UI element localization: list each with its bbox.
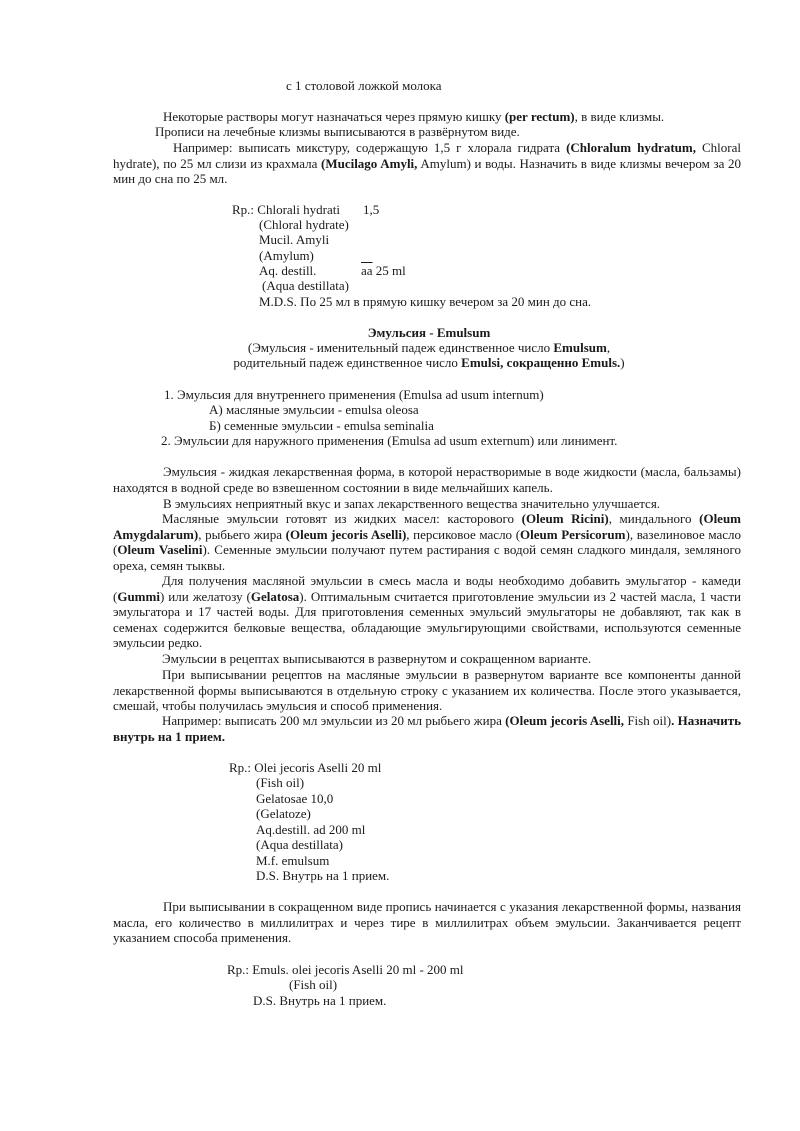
rx-line: Rp.: Olei jecoris Aselli 20 ml [229, 760, 382, 775]
rx-signature: D.S. Внутрь на 1 прием. [256, 868, 390, 883]
paragraph-enema: Прописи на лечебные клизмы выписываются в развёрнутом виде. [155, 124, 520, 139]
rx-signature: M.D.S. По 25 мл в прямую кишку вечером за 20 мин до сна. [259, 294, 592, 309]
text-line: с 1 столовой ложкой молока [286, 78, 442, 93]
paragraph-example-2: Например: выписать 200 мл эмульсии из 20 мл рыбьего жира (Oleum jecoris Aselli, Fish oil). Назначить внутрь на 1 прием. [113, 713, 741, 744]
rx-signature: D.S. Внутрь на 1 прием. [253, 993, 387, 1008]
rx-line: Gelatosae 10,0 [256, 791, 334, 806]
paragraph-emulsifier: Для получения масляной эмульсии в смесь масла и воды необходимо добавить эмульгатор - камеди (Gummi) или желатозу (Gelatosa). Оптимальным считается приготовление эмульсии из 2 частей масла, 1 части эмульгатора и 17 частей воды. Для приготовления семенных эмульсий эмульгаторы не добавляют, так как в семенах содержится белковые вещества, обладающие эмульгирующими свойствами, используются семенные эмульсии редко. [113, 573, 741, 651]
list-item: 1. Эмульсия для внутреннего применения (Emulsa ad usum internum) [164, 387, 544, 402]
paragraph-variants: Эмульсии в рецептах выписываются в развернутом и сокращенном варианте. [162, 651, 592, 666]
rx-line: Aq. destill. [259, 263, 317, 278]
rx-quantity: 1,5 [363, 202, 380, 217]
rx-line: (Aqua destillata) [256, 837, 343, 852]
section-subtitle: родительный падеж единственное число Emulsi, сокращенно Emuls.) [233, 355, 625, 370]
rx-line: (Fish oil) [256, 775, 305, 790]
rx-line: (Fish oil) [289, 977, 338, 992]
paragraph-example-1: Например: выписать микстуру, содержащую 1,5 г хлорала гидрата (Chloralum hydratum, Chloral hydrate), по 25 мл слизи из крахмала (Mucilago Amyli, Amylum) и воды. Назначить в виде клизмы вечером за 20 мин до сна по 25 мл. [113, 140, 741, 187]
paragraph-definition: Эмульсия - жидкая лекарственная форма, в которой нерастворимые в воде жидкости (масла, бальзамы) находятся в водной среде во взвешенном состоянии в виде мельчайших капель. [113, 464, 741, 495]
rx-line: (Amylum) [259, 248, 314, 263]
paragraph-taste: В эмульсиях неприятный вкус и запах лекарственного вещества значительно улучшается. [163, 496, 661, 511]
section-title: Эмульсия - Emulsum [367, 325, 491, 340]
rx-line: (Gelatoze) [256, 806, 311, 821]
rx-line: Mucil. Amyli [259, 232, 330, 247]
rx-line: (Chloral hydrate) [259, 217, 349, 232]
rx-line: Aq.destill. ad 200 ml [256, 822, 366, 837]
rx-line: M.f. emulsum [256, 853, 330, 868]
paragraph-per-rectum: Некоторые растворы могут назначаться через прямую кишку (per rectum), в виде клизмы. [163, 109, 665, 124]
rx-line: (Aqua destillata) [262, 278, 349, 293]
rx-quantity: $\overline{aa}$ 25 ml [361, 263, 406, 278]
paragraph-short-form: При выписывании в сокращенном виде пропись начинается с указания лекарственной формы, названия масла, его количество в миллилитрах и через тире в миллилитрах объем эмульсии. Заканчивается рецепт указанием способа применения. [113, 899, 741, 946]
rx-line: Rp.: Chlorali hydrati [232, 202, 340, 217]
list-item: А) масляные эмульсии - emulsa oleosa [209, 402, 419, 417]
rx-line: Rp.: Emuls. olei jecoris Aselli 20 ml - 200 ml [227, 962, 464, 977]
list-item: Б) семенные эмульсии - emulsa seminalia [209, 418, 434, 433]
section-subtitle: (Эмульсия - именительный падеж единственное число Emulsum, [247, 340, 611, 355]
paragraph-expanded: При выписывании рецептов на масляные эмульсии в развернутом варианте все компоненты данной лекарственной формы выписываются в отдельную строку с указанием их количества. После этого указывается, смешай, чтобы получилась эмульсия и способ применения. [113, 667, 741, 714]
list-item: 2. Эмульсии для наружного применения (Emulsa ad usum externum) или линимент. [161, 433, 618, 448]
paragraph-oil-emulsions: Масляные эмульсии готовят из жидких масел: касторового (Oleum Ricini), миндального (Oleum Amygdalarum), рыбьего жира (Oleum jecoris Aselli), персиковое масло (Oleum Persicorum), вазелиновое масло (Oleum Vaselini). Семенные эмульсии получают путем растирания с водой семян сладкого миндаля, земляного ореха, семян тыквы. [113, 511, 742, 573]
